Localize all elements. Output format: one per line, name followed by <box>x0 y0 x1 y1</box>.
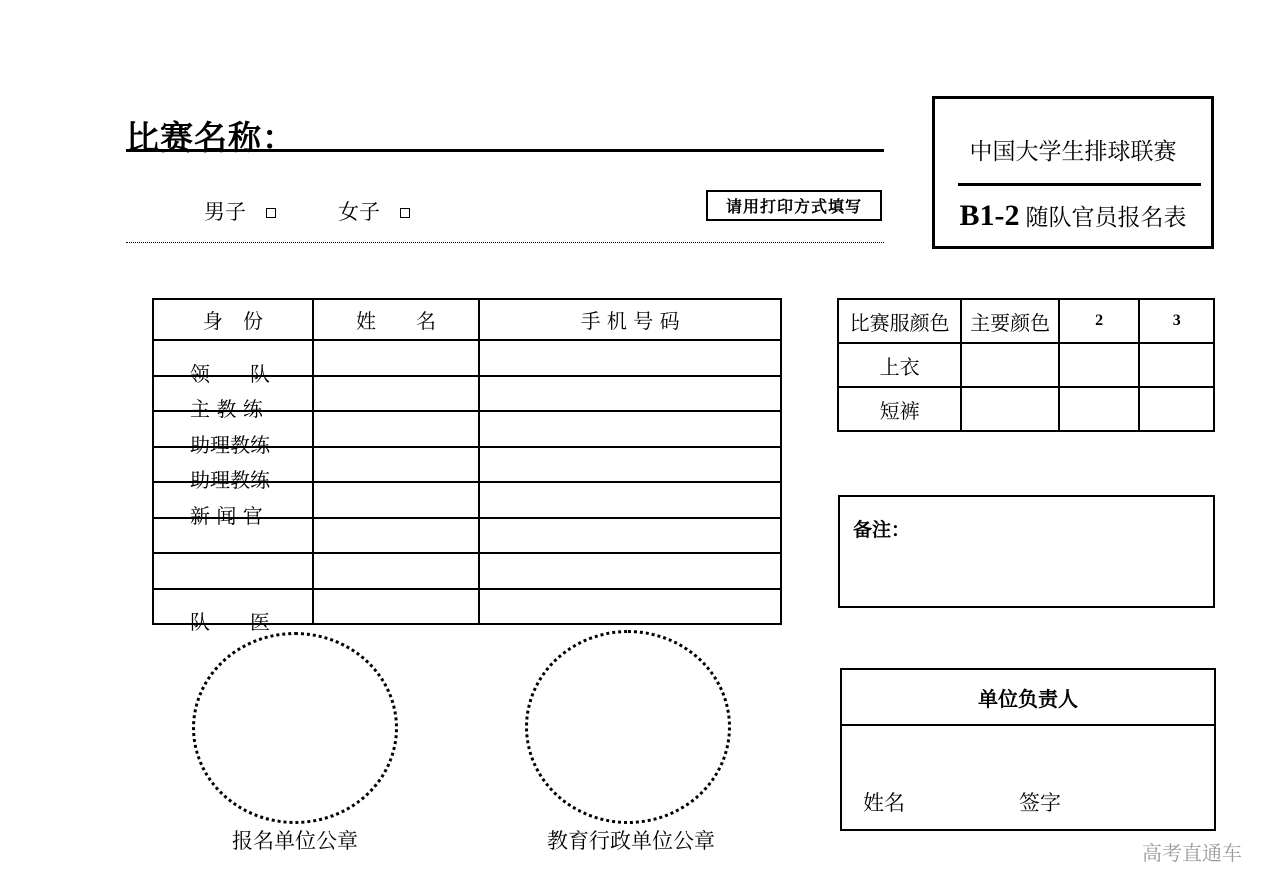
role-cell <box>153 340 313 386</box>
role-cell <box>153 482 313 528</box>
kit-row-label: 上衣 <box>838 343 961 387</box>
responsible-name-label: 姓名 <box>863 791 905 815</box>
phone-cell[interactable] <box>479 447 781 483</box>
role-label: 助理教练 <box>190 468 270 492</box>
kit-color-table <box>837 298 1215 432</box>
header-dotted-divider <box>126 242 884 243</box>
form-code: B1-2 <box>959 199 1020 232</box>
name-cell[interactable] <box>313 447 480 483</box>
female-checkbox[interactable] <box>400 208 410 218</box>
role-label: 新 闻 官 <box>190 503 263 528</box>
male-label: 男子 <box>204 200 246 224</box>
role-label: 助理教练 <box>190 432 270 457</box>
color-cell[interactable] <box>961 343 1059 387</box>
name-cell[interactable] <box>313 482 480 518</box>
phone-cell[interactable] <box>479 340 781 376</box>
table-row <box>153 589 781 625</box>
name-cell[interactable] <box>313 376 480 412</box>
table-row <box>153 482 781 518</box>
color-cell[interactable] <box>961 387 1059 431</box>
phone-cell[interactable] <box>479 411 781 447</box>
responsible-person-box <box>840 668 1216 831</box>
male-option <box>204 196 276 226</box>
print-instruction-box: 请用打印方式填写 <box>706 190 882 221</box>
notes-label: 备注： <box>853 519 911 541</box>
staff-table-header <box>153 299 781 340</box>
role-cell[interactable] <box>153 518 313 554</box>
phone-cell[interactable] <box>479 518 781 554</box>
name-cell[interactable] <box>313 518 480 554</box>
name-cell[interactable] <box>313 589 480 625</box>
notes-box[interactable] <box>838 495 1215 608</box>
form-name: 随队官员报名表 <box>1025 205 1187 231</box>
form-title-box <box>932 96 1214 249</box>
name-cell[interactable] <box>313 340 480 376</box>
table-row <box>838 343 1214 387</box>
male-checkbox[interactable] <box>266 208 276 218</box>
form-title <box>935 199 1211 233</box>
table-row <box>153 376 781 412</box>
header-primary-color: 主要颜色 <box>961 299 1059 343</box>
role-cell[interactable] <box>153 553 313 589</box>
table-row <box>153 340 781 376</box>
header-color-2: 2 <box>1059 299 1140 343</box>
staff-table <box>152 298 782 634</box>
responsible-sign-label: 签字 <box>1019 791 1061 815</box>
series-name: 中国大学生排球联赛 <box>969 139 1177 165</box>
name-cell[interactable] <box>313 553 480 589</box>
color-cell[interactable] <box>1139 343 1214 387</box>
competition-name-line <box>126 149 884 152</box>
table-row <box>153 411 781 447</box>
form-title-divider <box>958 183 1201 186</box>
responsible-person-title: 单位负责人 <box>842 670 1214 726</box>
role-cell <box>153 447 313 492</box>
phone-cell[interactable] <box>479 482 781 518</box>
registration-unit-seal-label: 报名单位公章 <box>232 829 358 853</box>
table-row <box>153 553 781 589</box>
phone-cell[interactable] <box>479 376 781 412</box>
role-cell <box>153 589 313 634</box>
competition-name-label: 比赛名称： <box>126 118 296 157</box>
education-admin-seal-area[interactable] <box>525 630 731 824</box>
phone-cell[interactable] <box>479 589 781 625</box>
phone-cell[interactable] <box>479 553 781 589</box>
header-role: 身 份 <box>153 299 313 340</box>
table-row <box>838 387 1214 431</box>
kit-row-label: 短裤 <box>838 387 961 431</box>
education-admin-seal-label: 教育行政单位公章 <box>547 829 715 853</box>
registration-unit-seal-area[interactable] <box>192 632 398 824</box>
header-phone: 手 机 号 码 <box>479 299 781 340</box>
table-row <box>153 518 781 554</box>
table-row <box>153 447 781 483</box>
role-cell <box>153 376 313 421</box>
female-label: 女子 <box>338 200 380 224</box>
role-label: 队 医 <box>190 610 270 634</box>
kit-table-header <box>838 299 1214 343</box>
watermark: 高考直通车 <box>1142 841 1242 865</box>
header-kit-color: 比赛服颜色 <box>838 299 961 343</box>
color-cell[interactable] <box>1059 343 1140 387</box>
name-cell[interactable] <box>313 411 480 447</box>
header-name: 姓 名 <box>313 299 480 340</box>
header-color-3: 3 <box>1139 299 1214 343</box>
role-label: 领 队 <box>190 361 270 386</box>
female-option <box>338 196 410 226</box>
role-label: 主 教 练 <box>190 397 263 421</box>
color-cell[interactable] <box>1139 387 1214 431</box>
role-cell <box>153 411 313 457</box>
color-cell[interactable] <box>1059 387 1140 431</box>
